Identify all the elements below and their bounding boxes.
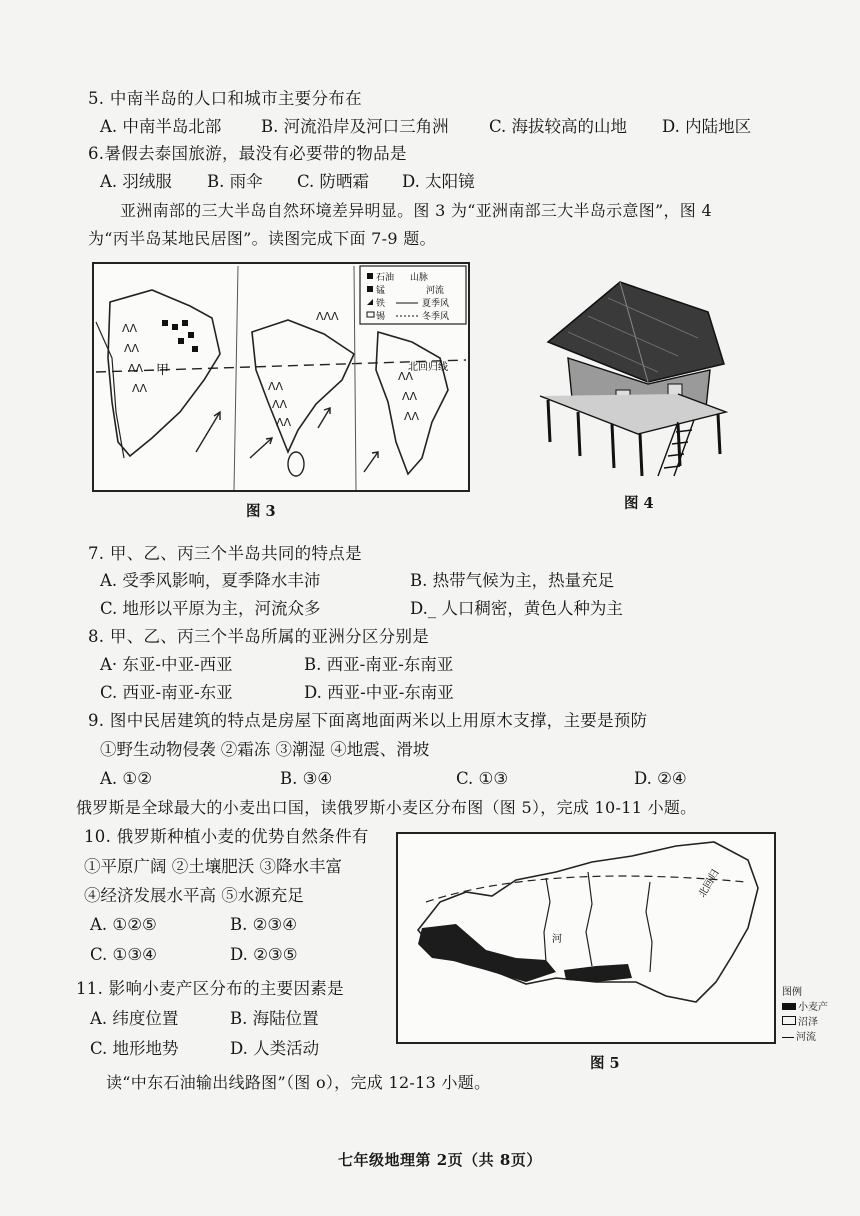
intro-7-9-line2: 为“丙半岛某地民居图”。读图完成下面 7-9 题。: [88, 229, 436, 248]
figure-5-legend: [782, 985, 858, 1045]
q9-option-a: A. ①②: [100, 769, 152, 788]
q7-option-d: D._ 人口稠密，黄色人种为主: [410, 599, 623, 618]
q6-option-b: B. 雨伞: [207, 172, 263, 191]
q10-option-b: B. ②③④: [230, 915, 297, 934]
svg-text:ΛΛΛ: ΛΛΛ: [316, 310, 339, 323]
q8-option-b: B. 西亚-南亚-东南亚: [304, 655, 454, 674]
q5-stem: 5. 中南半岛的人口和城市主要分布在: [88, 89, 362, 108]
q7-option-c: C. 地形以平原为主，河流众多: [100, 599, 321, 618]
q10-line2: ④经济发展水平高 ⑤水源充足: [84, 886, 304, 905]
q6-option-c: C. 防晒霜: [297, 172, 370, 191]
fig5-label-river: 河: [552, 934, 562, 945]
fig5-legend-title: 图例: [782, 987, 802, 998]
q11-stem: 11. 影响小麦产区分布的主要因素是: [76, 979, 344, 998]
svg-text:ΛΛ: ΛΛ: [128, 362, 144, 375]
q8-option-c: C. 西亚-南亚-东亚: [100, 683, 233, 702]
q7-stem: 7. 甲、乙、丙三个半岛共同的特点是: [88, 544, 362, 563]
q10-option-a: A. ①②⑤: [90, 915, 157, 934]
svg-text:ΛΛ: ΛΛ: [132, 382, 148, 395]
figure-5-caption: 图 5: [590, 1055, 620, 1072]
q11-option-d: D. 人类活动: [230, 1039, 320, 1058]
intro-10-11: 俄罗斯是全球最大的小麦出口国，读俄罗斯小麦区分布图（图 5），完成 10-11 小题。: [76, 798, 697, 817]
svg-text:ΛΛ: ΛΛ: [122, 322, 138, 335]
svg-text:ΛΛ: ΛΛ: [404, 410, 420, 423]
figure-4-caption: 图 4: [624, 495, 654, 512]
figure-3-map: [92, 262, 470, 492]
q5-option-d: D. 内陆地区: [662, 117, 752, 136]
q7-option-b: B. 热带气候为主，热量充足: [410, 571, 615, 590]
q9-stem: 9. 图中民居建筑的特点是房屋下面离地面两米以上用原木支撑，主要是预防: [88, 711, 648, 730]
figure-4-stilt-house: [528, 272, 736, 482]
q7-option-a: A. 受季风影响，夏季降水丰沛: [100, 571, 321, 590]
svg-text:ΛΛ: ΛΛ: [402, 390, 418, 403]
q10-option-d: D. ②③⑤: [230, 945, 298, 964]
fig5-legend-river: 河流: [782, 1030, 858, 1045]
svg-text:ΛΛ: ΛΛ: [276, 416, 292, 429]
q10-option-c: C. ①③④: [90, 945, 157, 964]
fig5-legend-wheat: 小麦产: [782, 1000, 858, 1015]
q9-option-b: B. ③④: [280, 769, 333, 788]
intro-12-13: 读“中东石油输出线路图”（图 o），完成 12-13 小题。: [106, 1073, 491, 1092]
svg-text:ΛΛ: ΛΛ: [124, 342, 140, 355]
legend-oil: 石油: [376, 273, 395, 283]
q11-option-c: C. 地形地势: [90, 1039, 179, 1058]
legend-iron: 铁: [376, 299, 386, 309]
svg-text:ΛΛ: ΛΛ: [272, 398, 288, 411]
figure-3-caption: 图 3: [246, 503, 276, 520]
fig5-label-arctic: 北回归: [697, 868, 722, 900]
q6-option-d: D. 太阳镜: [402, 172, 475, 191]
legend-summer-monsoon: 夏季风: [422, 299, 450, 309]
q5-option-a: A. 中南半岛北部: [100, 117, 222, 136]
q10-stem: 10. 俄罗斯种植小麦的优势自然条件有: [84, 827, 369, 846]
q8-stem: 8. 甲、乙、丙三个半岛所属的亚洲分区分别是: [88, 627, 430, 646]
q8-option-a: A· 东亚-中亚-西亚: [100, 655, 233, 674]
legend-manganese: 锰: [376, 286, 386, 296]
legend-winter-monsoon: 冬季风: [422, 312, 450, 322]
legend-river: 河流: [426, 286, 445, 296]
q8-option-d: D. 西亚-中亚-东南亚: [304, 683, 454, 702]
q11-option-a: A. 纬度位置: [90, 1009, 179, 1028]
intro-7-9-line1: 亚洲南部的三大半岛自然环境差异明显。图 3 为“亚洲南部三大半岛示意图”，图 4: [120, 201, 712, 220]
svg-text:ΛΛ: ΛΛ: [268, 380, 284, 393]
q5-option-c: C. 海拔较高的山地: [489, 117, 628, 136]
q9-option-c: C. ①③: [456, 769, 509, 788]
legend-mountain: 山脉: [410, 273, 429, 283]
q10-line1: ①平原广阔 ②土壤肥沃 ③降水丰富: [84, 857, 342, 876]
q6-stem: 6.暑假去泰国旅游，最没有必要带的物品是: [88, 144, 407, 163]
figure-5-russia-wheat-map: [396, 832, 776, 1044]
svg-text:ΛΛ: ΛΛ: [398, 370, 414, 383]
q9-choices: ①野生动物侵袭 ②霜冻 ③潮湿 ④地震、滑坡: [100, 740, 430, 759]
page-footer: 七年级地理第 2页（共 8页）: [338, 1151, 542, 1169]
legend-tin: 锡: [376, 312, 386, 322]
label-tropic: 北回归线: [408, 362, 448, 373]
fig5-legend-swamp: 沼泽: [782, 1015, 858, 1030]
q11-option-b: B. 海陆位置: [230, 1009, 319, 1028]
label-jia: 甲: [156, 363, 170, 378]
q6-option-a: A. 羽绒服: [100, 172, 172, 191]
q5-option-b: B. 河流沿岸及河口三角洲: [261, 117, 449, 136]
q9-option-d: D. ②④: [634, 769, 687, 788]
